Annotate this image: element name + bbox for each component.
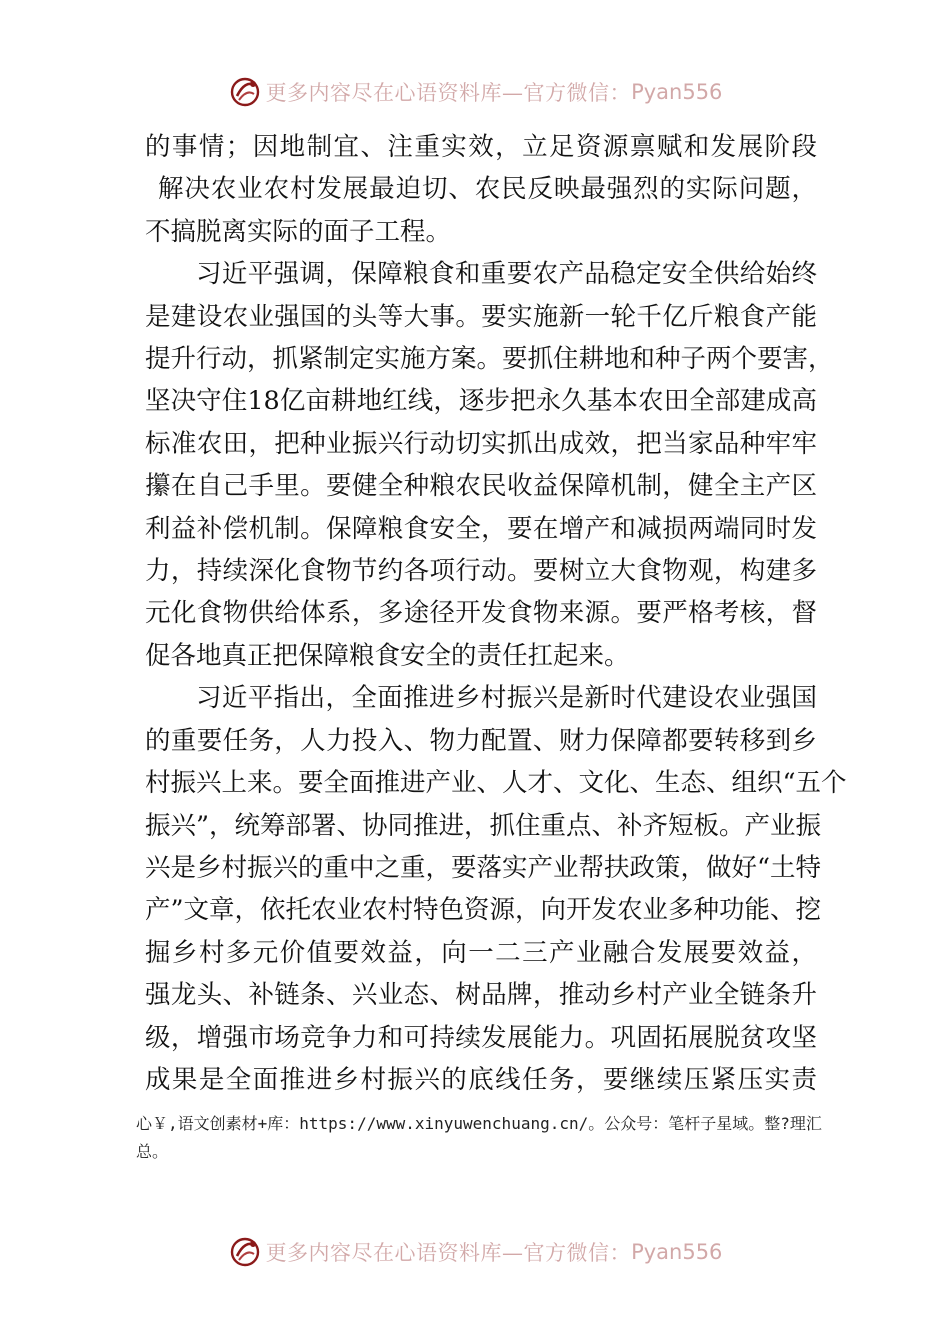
text-line: 标准农田，把种业振兴行动切实抓出成效，把当家品种牢牢 <box>145 428 817 459</box>
text-line: 元化食物供给体系，多途径开发食物来源。要严格考核，督 <box>145 598 817 629</box>
text-line: 产”文章，依托农业农村特色资源，向开发农业多种功能、挖 <box>145 895 822 926</box>
text-line: 村振兴上来。要全面推进产业、人才、文化、生态、组织“五个 <box>145 768 847 799</box>
text-line: 利益补偿机制。保障粮食安全，要在增产和减损两端同时发 <box>145 513 817 544</box>
text-line: 振兴”，统筹部署、协同推进，抓住重点、补齐短板。产业振 <box>145 810 822 841</box>
text-line: 习近平指出，全面推进乡村振兴是新时代建设农业强国 <box>196 683 817 714</box>
footnote <box>136 1110 836 1166</box>
footer-banner-wechat: Pyan556 <box>631 1240 723 1264</box>
text-line: 级，增强市场竞争力和可持续发展能力。巩固拓展脱贫攻坚 <box>145 1022 817 1053</box>
text-line: 力，持续深化食物节约各项行动。要树立大食物观，构建多 <box>145 556 817 587</box>
text-line: 强龙头、补链条、兴业态、树品牌，推动乡村产业全链条升 <box>145 980 817 1011</box>
footer-banner-text: 更多内容尽在心语资料库—官方微信： <box>265 1241 632 1265</box>
text-line: 习近平强调，保障粮食和重要农产品稳定安全供给始终 <box>196 259 817 290</box>
text-line: 促各地真正把保障粮食安全的责任扛起来。 <box>145 640 630 671</box>
header-banner <box>0 72 950 112</box>
text-line: 兴是乡村振兴的重中之重，要落实产业帮扶政策，做好“土特 <box>145 852 822 883</box>
text-line: 是建设农业强国的头等大事。要实施新一轮千亿斤粮食产能 <box>145 301 817 332</box>
header-banner-wechat: Pyan556 <box>631 80 723 104</box>
text-line: 攥在自己手里。要健全种粮农民收益保障机制，健全主产区 <box>145 471 817 502</box>
text-line: 提升行动，抓紧制定实施方案。要抓住耕地和种子两个要害， <box>145 344 834 375</box>
text-line: 解决农业农村发展最迫切、农民反映最强烈的实际问题， <box>158 174 817 205</box>
footnote-line: 总。 <box>136 1142 169 1161</box>
footnote-line: 心￥,语文创素材+库：https://www.xinyuwenchuang.cn/。公众号：笔杆子星域。整?理汇 <box>136 1114 822 1133</box>
text-line: 成果是全面推进乡村振兴的底线任务，要继续压紧压实责 <box>145 1064 817 1095</box>
text-line: 的事情；因地制宜、注重实效，立足资源禀赋和发展阶段 <box>145 132 817 162</box>
text-line: 不搞脱离实际的面子工程。 <box>145 216 452 247</box>
text-line: 的重要任务，人力投入、物力配置、财力保障都要转移到乡 <box>145 725 817 756</box>
text-line: 坚决守住18亿亩耕地红线，逐步把永久基本农田全部建成高 <box>145 386 817 417</box>
logo-icon <box>228 1235 262 1269</box>
footer-banner <box>0 1232 950 1272</box>
logo-icon <box>228 75 262 109</box>
text-line: 掘乡村多元价值要效益，向一二三产业融合发展要效益， <box>145 937 817 968</box>
header-banner-text: 更多内容尽在心语资料库—官方微信： <box>265 81 632 105</box>
body-text <box>145 126 847 1101</box>
